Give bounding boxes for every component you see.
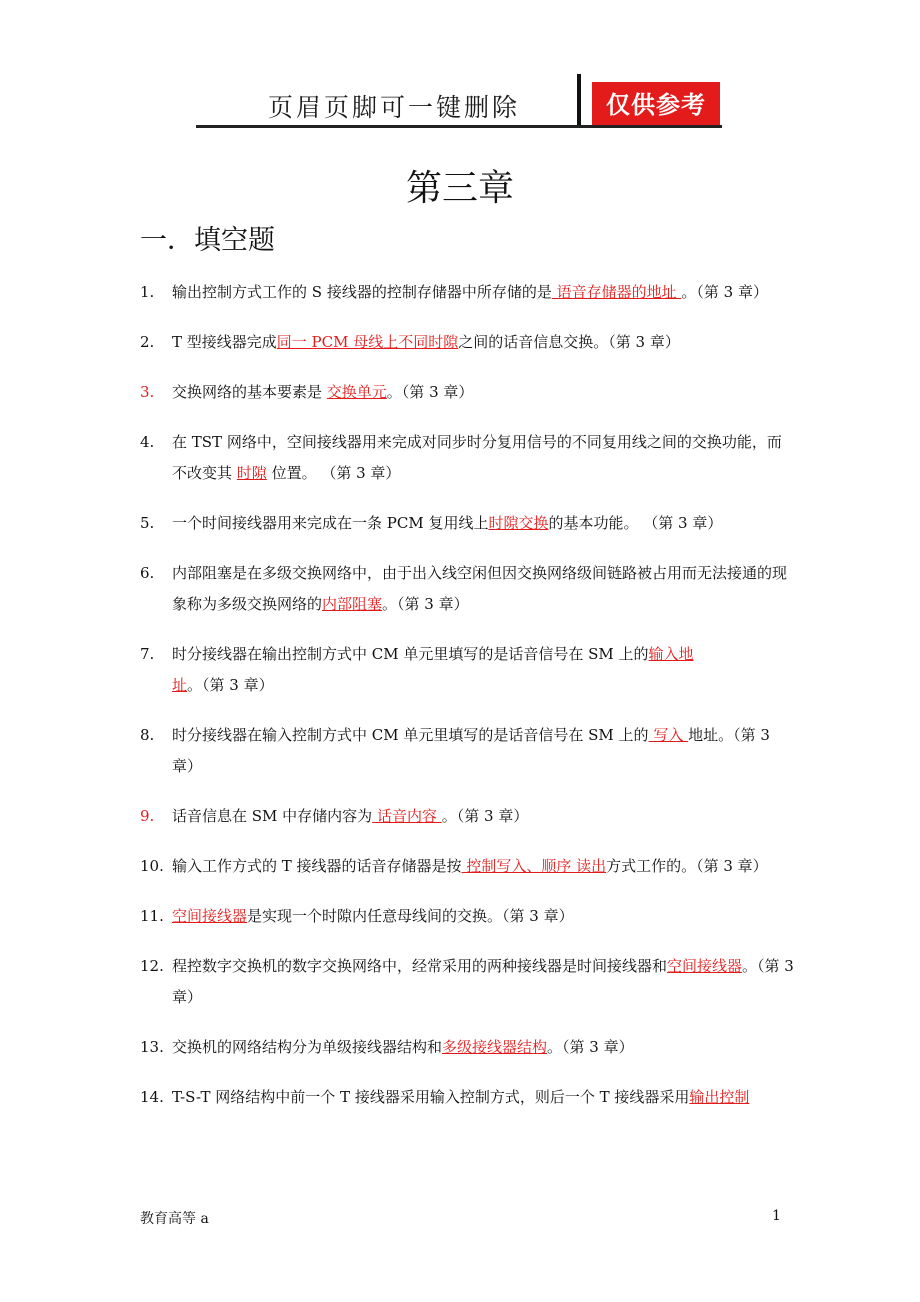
question-number: 11. (140, 907, 164, 925)
question-fragment: 交换网络的基本要素是 (172, 383, 327, 401)
header-rule (196, 125, 722, 128)
answer-text: 内部阻塞 (322, 595, 383, 613)
answer-text: 输入地址 (172, 645, 694, 694)
question-fragment: 。（第 3 章） (386, 383, 474, 401)
question-item (140, 951, 795, 1013)
question-text (172, 807, 528, 825)
question-item (140, 720, 795, 782)
question-number: 12. (140, 957, 164, 975)
question-item (140, 277, 795, 308)
question-fragment: 输入工作方式的 T 接线器的话音存储器是按 (172, 857, 462, 875)
question-fragment: 输出控制方式工作的 S 接线器的控制存储器中所存储的是 (172, 283, 552, 301)
answer-text: 空间接线器 (667, 957, 743, 975)
question-item (140, 639, 795, 701)
question-text (172, 645, 694, 694)
question-fragment: 时分接线器在输入控制方式中 CM 单元里填写的是话音信号在 SM 上的 (172, 726, 649, 744)
question-item (140, 851, 795, 882)
question-item (140, 801, 795, 832)
question-number: 3. (140, 383, 155, 401)
answer-text: 话音内容 (372, 807, 442, 825)
question-item (140, 1082, 795, 1113)
question-text (172, 283, 768, 301)
question-number: 10. (140, 857, 164, 875)
question-number: 7. (140, 645, 155, 663)
header-text: 页眉页脚可一键删除 (268, 93, 521, 122)
question-text (172, 726, 770, 775)
page-number: 1 (772, 1208, 781, 1224)
question-fragment: 。（第 3 章） (547, 1038, 634, 1056)
question-fragment: 是实现一个时隙内任意母线间的交换。（第 3 章） (247, 907, 574, 925)
question-item (140, 901, 795, 932)
question-text (172, 857, 768, 875)
reference-badge: 仅供参考 (592, 82, 720, 128)
question-item (140, 508, 795, 539)
question-list (140, 277, 795, 1132)
question-text (172, 1038, 634, 1056)
question-item (140, 427, 795, 489)
question-text (172, 333, 680, 351)
question-number: 9. (140, 807, 155, 825)
question-fragment: 。（第 3 章） (172, 957, 794, 1006)
question-fragment: 内部阻塞是在多级交换网络中，由于出入线空闲但因交换网络级间链路被占用而无法接通的现象称为多级交换网络的 (172, 564, 788, 613)
question-fragment: 交换机的网络结构分为单级接线器结构和 (172, 1038, 443, 1056)
question-fragment: 。（第 3 章） (187, 676, 274, 694)
question-fragment: 位置。 （第 3 章） (266, 464, 401, 482)
question-text (172, 564, 787, 613)
question-item (140, 1032, 795, 1063)
header-divider (577, 74, 581, 128)
question-item (140, 327, 795, 358)
question-text (172, 514, 722, 532)
answer-text: 时隙交换 (488, 514, 549, 532)
answer-text: 多级接线器结构 (442, 1038, 548, 1056)
answer-text: 控制写入、顺序 读出 (461, 857, 607, 875)
question-fragment: 。（第 3 章） (441, 807, 529, 825)
section-heading: 一．填空题 (140, 225, 275, 256)
question-fragment: 。（第 3 章） (681, 283, 768, 301)
question-fragment: T-S-T 网络结构中前一个 T 接线器采用输入控制方式，则后一个 T 接线器采用 (172, 1088, 690, 1106)
answer-text: 语音存储器的地址 (551, 283, 682, 301)
question-text (172, 1088, 749, 1106)
answer-text: 时隙 (236, 464, 267, 482)
question-fragment: 时分接线器在输出控制方式中 CM 单元里填写的是话音信号在 SM 上的 (172, 645, 649, 663)
question-text (172, 433, 782, 482)
question-number: 14. (140, 1088, 164, 1106)
question-fragment: T 型接线器完成 (172, 333, 277, 351)
answer-text: 写入 (648, 726, 689, 744)
question-fragment: 的基本功能。 （第 3 章） (548, 514, 723, 532)
question-fragment: 之间的话音信息交换。（第 3 章） (458, 333, 680, 351)
question-fragment: 一个时间接线器用来完成在一条 PCM 复用线上 (172, 514, 489, 532)
answer-text: 空间接线器 (172, 907, 248, 925)
question-item (140, 377, 795, 408)
question-fragment: 程控数字交换机的数字交换网络中，经常采用的两种接线器是时间接线器和 (172, 957, 668, 975)
question-fragment: 地址。（第 3 章） (172, 726, 770, 775)
question-text (172, 383, 473, 401)
question-number: 4. (140, 433, 155, 451)
answer-text: 交换单元 (326, 383, 387, 401)
question-number: 8. (140, 726, 155, 744)
chapter-title: 第三章 (405, 168, 514, 209)
question-item (140, 558, 795, 620)
question-fragment: 。（第 3 章） (382, 595, 469, 613)
answer-text: 同一 PCM 母线上不同时隙 (276, 333, 459, 351)
question-fragment: 方式工作的。（第 3 章） (606, 857, 768, 875)
footer-text: 教育高等 a (140, 1211, 209, 1227)
question-number: 5. (140, 514, 155, 532)
question-text (172, 907, 574, 925)
answer-text: 输出控制 (689, 1088, 750, 1106)
question-number: 6. (140, 564, 155, 582)
question-number: 2. (140, 333, 155, 351)
question-text (172, 957, 794, 1006)
question-fragment: 话音信息在 SM 中存储内容为 (172, 807, 373, 825)
question-number: 1. (140, 283, 155, 301)
question-number: 13. (140, 1038, 164, 1056)
question-fragment: 在 TST 网络中，空间接线器用来完成对同步时分复用信号的不同复用线之间的交换功能，而不改变其 (172, 433, 782, 482)
